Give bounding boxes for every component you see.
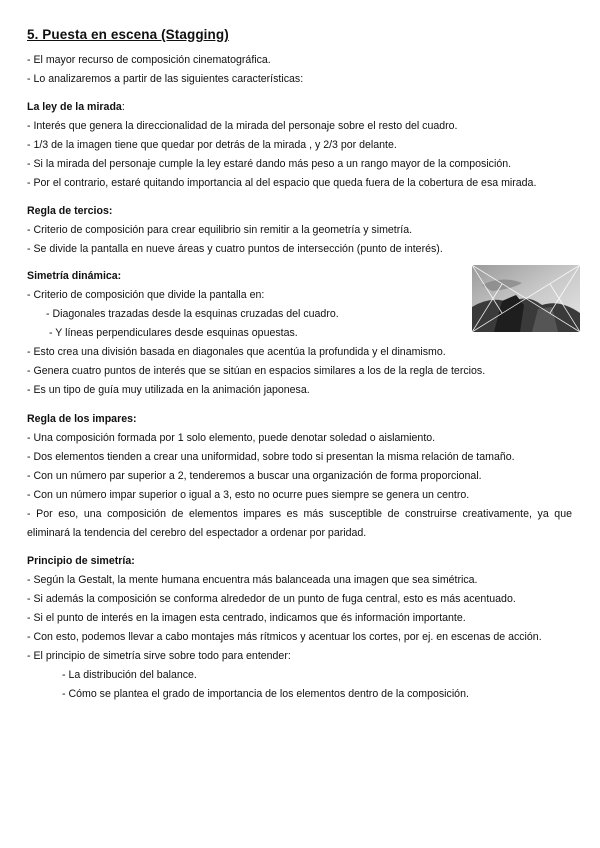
dynamic-symmetry-image [472, 265, 580, 332]
intro-line-2: - Lo analizaremos a partir de las siguientes características: [27, 73, 304, 85]
heading-simetria: Principio de simetría: [27, 555, 135, 567]
dinamica-item-3: - Genera cuatro puntos de interés que se sitúan en espacios similares a los de la regla de tercios. [27, 365, 486, 377]
impares-item-5: - Por eso, una composición de elementos impares es más susceptible de construirse creativamente, ya que [27, 508, 572, 520]
simetria-subitem-2: - Cómo se plantea el grado de importancia de los elementos dentro de la composición. [62, 688, 469, 700]
heading-mirada [27, 101, 125, 114]
impares-item-4: - Con un número impar superior o igual a 3, esto no ocurre pues siempre se genera un centro. [27, 489, 470, 501]
dinamica-item-2: - Esto crea una división basada en diagonales que acentúa la profundida y el dinamismo. [27, 346, 446, 358]
mirada-item-2: - 1/3 de la imagen tiene que quedar por detrás de la mirada , y 2/3 por delante. [27, 139, 397, 151]
dinamica-subitem-2: - Y líneas perpendiculares desde esquinas opuestas. [49, 327, 298, 339]
mirada-item-1: - Interés que genera la direccionalidad de la mirada del personaje sobre el resto del cuadro. [27, 120, 458, 132]
mirada-item-4: - Por el contrario, estaré quitando importancia al del espacio que queda fuera de la cobertura de esa mirada. [27, 177, 537, 189]
tercios-item-1: - Criterio de composición para crear equilibrio sin remitir a la geometría y simetría. [27, 224, 413, 236]
heading-dinamica: Simetría dinámica: [27, 270, 122, 282]
dinamica-item-4: - Es un tipo de guía muy utilizada en la animación japonesa. [27, 384, 310, 396]
tercios-item-2: - Se divide la pantalla en nueve áreas y cuatro puntos de intersección (punto de interés). [27, 243, 443, 255]
dinamica-subitem-1: - Diagonales trazadas desde la esquinas cruzadas del cuadro. [46, 308, 339, 320]
simetria-item-4: - Con esto, podemos llevar a cabo montajes más rítmicos y acentuar los cortes, por ej. en escenas de acción. [27, 631, 542, 643]
heading-impares: Regla de los impares: [27, 413, 137, 425]
heading-tercios: Regla de tercios: [27, 205, 113, 217]
dinamica-item-1: - Criterio de composición que divide la pantalla en: [27, 289, 265, 301]
impares-item-3: - Con un número par superior a 2, tenderemos a buscar una organización de forma proporcional. [27, 470, 482, 482]
heading-mirada-text: La ley de la mirada [27, 101, 122, 113]
impares-item-5-cont: eliminará la tendencia del cerebro del espectador a ordenar por paridad. [27, 527, 367, 539]
simetria-item-1: - Según la Gestalt, la mente humana encuentra más balanceada una imagen que sea simétrica. [27, 574, 478, 586]
impares-item-1: - Una composición formada por 1 solo elemento, puede denotar soledad o aislamiento. [27, 432, 436, 444]
intro-line-1: - El mayor recurso de composición cinematográfica. [27, 54, 271, 66]
impares-item-2: - Dos elementos tienden a crear una uniformidad, sobre todo si presentan la misma relación de tamaño. [27, 451, 515, 463]
page-title: 5. Puesta en escena (Stagging) [27, 27, 229, 42]
heading-mirada-colon: : [121, 101, 125, 113]
simetria-item-2: - Si además la composición se conforma alrededor de un punto de fuga central, esto es más acentuado. [27, 593, 516, 605]
simetria-subitem-1: - La distribución del balance. [62, 669, 197, 681]
simetria-item-5: - El principio de simetría sirve sobre todo para entender: [27, 650, 291, 662]
mirada-item-3: - Si la mirada del personaje cumple la ley estaré dando más peso a un rango mayor de la composición. [27, 158, 512, 170]
simetria-item-3: - Si el punto de interés en la imagen esta centrado, indicamos que és información importante. [27, 612, 466, 624]
